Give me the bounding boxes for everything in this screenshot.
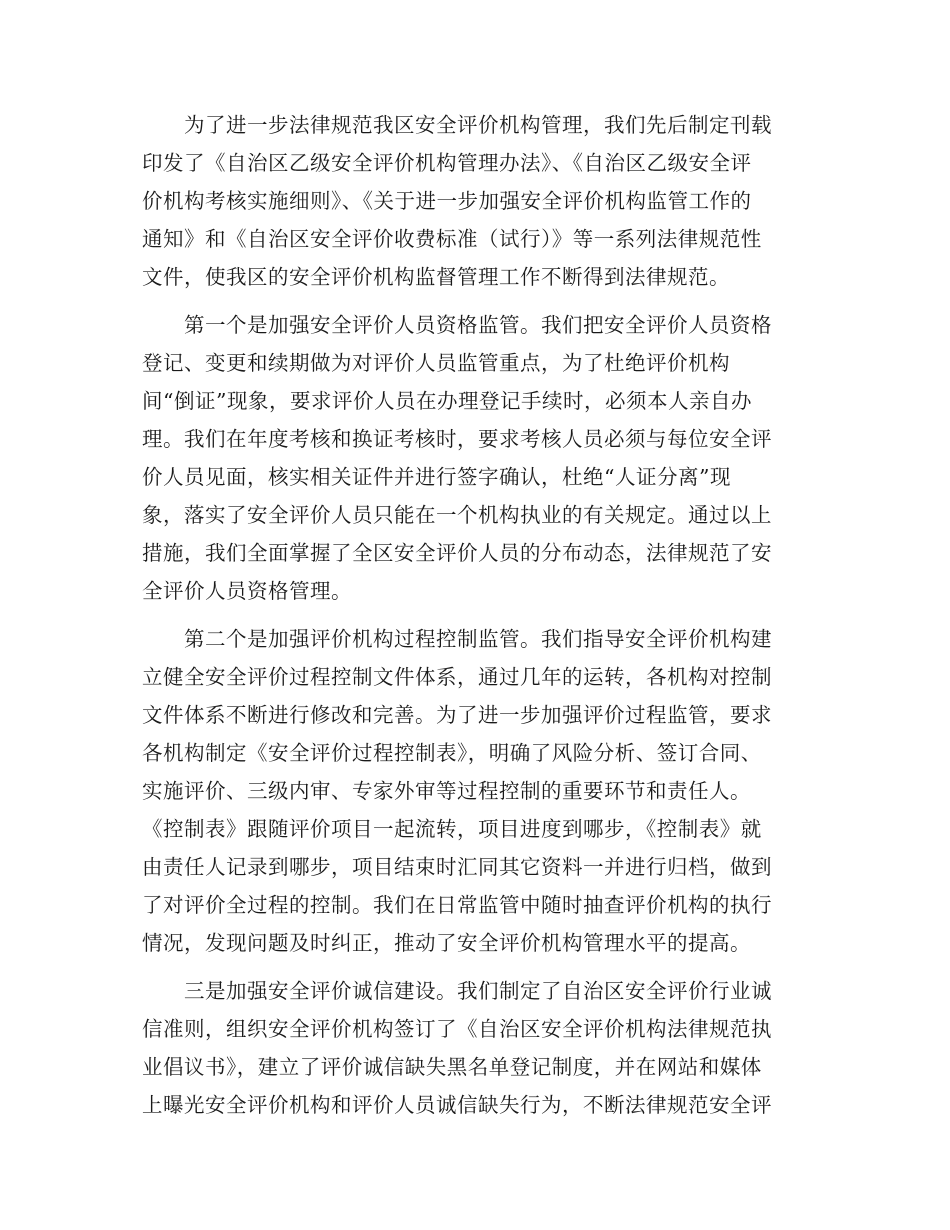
text-line: 措施，我们全面掌握了全区安全评价人员的分布动态，法律规范了安 (142, 541, 772, 565)
text-line: 立健全安全评价过程控制文件体系，通过几年的运转，各机构对控制 (142, 665, 772, 689)
paragraph-2 (142, 306, 802, 610)
text-line: 实施评价、三级内审、专家外审等过程控制的重要环节和责任人。 (142, 779, 751, 803)
text-line: 业倡议书》，建立了评价诚信缺失黑名单登记制度，并在网站和媒体 (142, 1055, 762, 1079)
text-line: 情况，发现问题及时纠正，推动了安全评价机构管理水平的提高。 (142, 931, 751, 955)
text-line: 由责任人记录到哪步，项目结束时汇同其它资料一并进行归档，做到 (142, 855, 772, 879)
text-line: 价人员见面，核实相关证件并进行签字确认，杜绝“人证分离”现 (142, 465, 731, 489)
text-line: 间“倒证”现象，要求评价人员在办理登记手续时，必须本人亲自办 (142, 389, 752, 413)
text-line: 了对评价全过程的控制。我们在日常监管中随时抽查评价机构的执行 (142, 893, 772, 917)
text-line: 全评价人员资格管理。 (142, 579, 352, 603)
paragraph-3 (142, 620, 802, 962)
text-line: 各机构制定《安全评价过程控制表》，明确了风险分析、签订合同、 (142, 741, 762, 765)
text-line: 《控制表》跟随评价项目一起流转，项目进度到哪步，《控制表》就 (142, 817, 762, 841)
document-body (142, 106, 802, 1134)
text-line: 登记、变更和续期做为对评价人员监管重点，为了杜绝评价机构 (142, 351, 730, 375)
text-line: 象，落实了安全评价人员只能在一个机构执业的有关规定。通过以上 (142, 503, 772, 527)
text-line: 第一个是加强安全评价人员资格监管。我们把安全评价人员资格 (184, 313, 772, 337)
text-line: 三是加强安全评价诚信建设。我们制定了自治区安全评价行业诚 (184, 979, 772, 1003)
text-line: 信准则，组织安全评价机构签订了《自治区安全评价机构法律规范执 (142, 1017, 772, 1041)
paragraph-4 (142, 972, 802, 1124)
text-line: 理。我们在年度考核和换证考核时，要求考核人员必须与每位安全评 (142, 427, 772, 451)
text-line: 为了进一步法律规范我区安全评价机构管理，我们先后制定刊载 (184, 113, 772, 137)
text-line: 第二个是加强评价机构过程控制监管。我们指导安全评价机构建 (184, 627, 772, 651)
text-line: 文件体系不断进行修改和完善。为了进一步加强评价过程监管，要求 (142, 703, 772, 727)
text-line: 文件，使我区的安全评价机构监督管理工作不断得到法律规范。 (142, 265, 730, 289)
text-line: 通知》和《自治区安全评价收费标准（试行）》等一系列法律规范性 (142, 227, 762, 251)
text-line: 上曝光安全评价机构和评价人员诚信缺失行为，不断法律规范安全评 (142, 1093, 772, 1117)
text-line: 印发了《自治区乙级安全评价机构管理办法》、《自治区乙级安全评 (142, 151, 752, 175)
paragraph-1 (142, 106, 802, 296)
text-line: 价机构考核实施细则》、《关于进一步加强安全评价机构监管工作的 (142, 189, 752, 213)
